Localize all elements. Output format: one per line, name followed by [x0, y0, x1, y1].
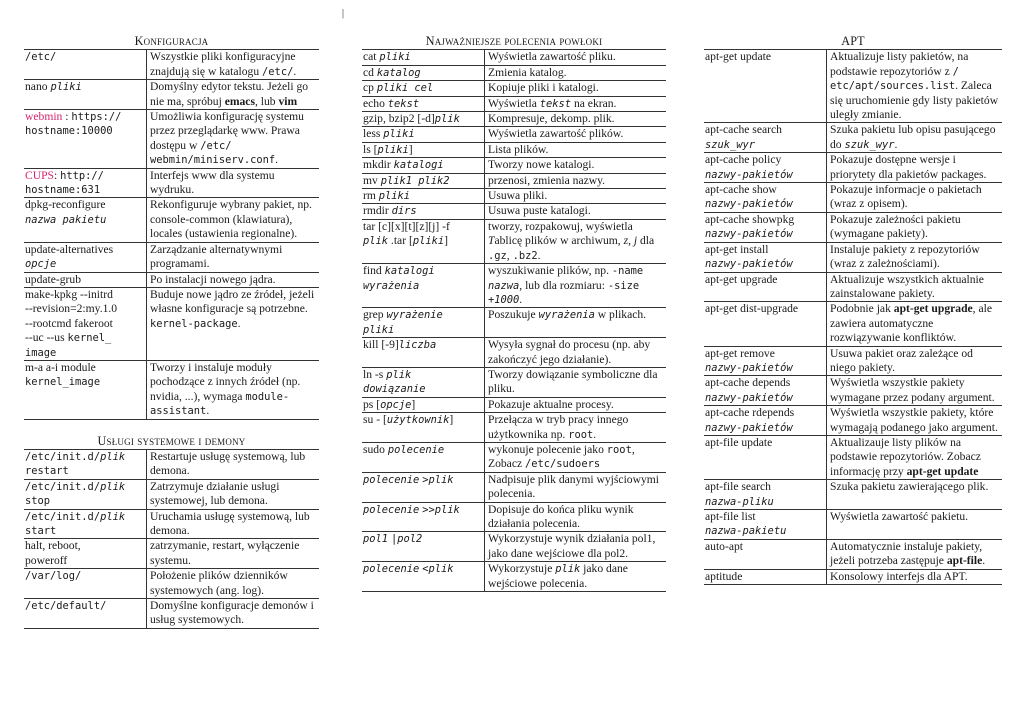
- table-row: [362, 65, 666, 80]
- command-cell: gzip, bzip2 [-d]plik: [362, 112, 485, 127]
- table-row: [704, 569, 1002, 584]
- table-row: [24, 50, 319, 80]
- table-row: [362, 189, 666, 204]
- table-row: [362, 112, 666, 127]
- table-row: [704, 480, 1002, 510]
- table-row: [24, 110, 319, 169]
- table-row: [704, 510, 1002, 540]
- command-cell: sudo polecenie: [362, 442, 485, 472]
- description-cell: Pokazuje dostępne wersje i priorytety dla pakietów packages.: [827, 153, 1003, 183]
- description-cell: Tworzy dowiązanie symboliczne dla pliku.: [485, 367, 667, 397]
- description-cell: Instaluje pakiety z repozytoriów (wraz z zależnościami).: [827, 242, 1003, 272]
- description-cell: Wyświetla zawartość pliku.: [485, 50, 667, 65]
- description-cell: wyszukiwanie plików, np. -name nazwa, lub dla rozmiaru: -size +1000.: [485, 264, 667, 308]
- description-cell: Dopisuje do końca pliku wynik działania polecenia.: [485, 502, 667, 532]
- command-cell: polecenie >>plik: [362, 502, 485, 532]
- command-cell: pol1 |pol2: [362, 532, 485, 562]
- command-cell: m-a a-i module kernel_image: [24, 360, 147, 419]
- description-cell: Domyślne konfiguracje demonów i usług systemowych.: [147, 599, 320, 629]
- table-row: [362, 367, 666, 397]
- section-title-konfiguracja: Konfiguracja: [134, 34, 209, 48]
- description-cell: Wyświetla wszystkie pakiety, które wymagają podanego jako argument.: [827, 406, 1003, 436]
- table-row: [704, 242, 1002, 272]
- table-konfiguracja: [24, 49, 319, 419]
- table-row: [704, 539, 1002, 569]
- table-row: [24, 360, 319, 419]
- description-cell: Kopiuje pliki i katalogi.: [485, 81, 667, 96]
- command-cell: tar [c][x][t][z][j] -f plik .tar [pliki]: [362, 219, 485, 263]
- description-cell: wykonuje polecenie jako root, Zobacz /etc/sudoers: [485, 442, 667, 472]
- table-row: [362, 158, 666, 173]
- command-cell: apt-cache depends nazwy-pakietów: [704, 376, 827, 406]
- description-cell: Wyświetla zawartość plików.: [485, 127, 667, 142]
- section-title-polecenia: Najważniejsze polecenia powłoki: [425, 34, 603, 48]
- command-cell: apt-cache search szuk_wyr: [704, 123, 827, 153]
- column-right: [704, 34, 1002, 585]
- description-cell: Nadpisuje plik danymi wyjściowymi polecenia.: [485, 472, 667, 502]
- table-row: [704, 346, 1002, 376]
- table-apt: [704, 49, 1002, 585]
- description-cell: Po instalacji nowego jądra.: [147, 272, 320, 287]
- table-row: [362, 413, 666, 443]
- command-cell: cd katalog: [362, 65, 485, 80]
- command-cell: apt-get install nazwy-pakietów: [704, 242, 827, 272]
- table-row: [24, 80, 319, 110]
- description-cell: Położenie plików dzienników systemowych (ang. log).: [147, 569, 320, 599]
- description-cell: Umożliwia konfigurację systemu przez przeglądarkę www. Prawa dostępu w /etc/ webmin/miniserv.conf.: [147, 110, 320, 169]
- command-cell: /etc/init.d/plik stop: [24, 479, 147, 509]
- table-row: [704, 302, 1002, 346]
- description-cell: Pokazuje informacje o pakietach (wraz z opisem).: [827, 183, 1003, 213]
- command-cell: apt-file search nazwa-pliku: [704, 480, 827, 510]
- table-row: [24, 287, 319, 360]
- table-row: [362, 127, 666, 142]
- command-cell: polecenie >plik: [362, 472, 485, 502]
- description-cell: Zmienia katalog.: [485, 65, 667, 80]
- command-cell: rm pliki: [362, 189, 485, 204]
- command-cell: update-alternatives opcje: [24, 242, 147, 272]
- table-row: [704, 272, 1002, 302]
- command-cell: find katalogi wyrażenia: [362, 264, 485, 308]
- command-cell: mkdir katalogi: [362, 158, 485, 173]
- description-cell: Wysyła sygnał do procesu (np. aby zakończyć jego działanie).: [485, 338, 667, 368]
- description-cell: Aktualizauje listy plików na podstawie repozytoriów. Zobacz informację przy apt-get update: [827, 435, 1003, 479]
- table-row: [362, 142, 666, 157]
- table-row: [362, 397, 666, 412]
- column-middle: [362, 34, 666, 592]
- table-row: [24, 569, 319, 599]
- command-cell: ls [pliki]: [362, 142, 485, 157]
- command-cell: kill [-9]liczba: [362, 338, 485, 368]
- command-cell: apt-cache showpkg nazwy-pakietów: [704, 212, 827, 242]
- table-row: [704, 376, 1002, 406]
- command-cell: webmin : https:// hostname:10000: [24, 110, 147, 169]
- command-cell: apt-file update: [704, 435, 827, 479]
- description-cell: Domyślny edytor tekstu. Jeżeli go nie ma, spróbuj emacs, lub vim: [147, 80, 320, 110]
- command-cell: apt-get remove nazwy-pakietów: [704, 346, 827, 376]
- description-cell: Kompresuje, dekomp. plik.: [485, 112, 667, 127]
- table-row: [704, 183, 1002, 213]
- table-row: [362, 502, 666, 532]
- table-row: [704, 406, 1002, 436]
- page-mark: |: [342, 8, 345, 19]
- command-cell: apt-get dist-upgrade: [704, 302, 827, 346]
- command-cell: polecenie <plik: [362, 562, 485, 592]
- description-cell: Tworzy nowe katalogi.: [485, 158, 667, 173]
- command-cell: /etc/init.d/plik start: [24, 509, 147, 539]
- command-cell: dpkg-reconfigure nazwa pakietu: [24, 198, 147, 242]
- description-cell: Wyświetla tekst na ekran.: [485, 96, 667, 111]
- command-cell: CUPS: http:// hostname:631: [24, 168, 147, 198]
- description-cell: Usuwa puste katalogi.: [485, 204, 667, 219]
- description-cell: Buduje nowe jądro ze źródeł, jeżeli własne konfiguracje są potrzebne. kernel-package.: [147, 287, 320, 360]
- description-cell: Uruchamia usługę systemową, lub demona.: [147, 509, 320, 539]
- table-row: [24, 599, 319, 629]
- description-cell: Poszukuje wyrażenia w plikach.: [485, 308, 667, 338]
- command-cell: apt-cache show nazwy-pakietów: [704, 183, 827, 213]
- command-cell: make-kpkg --initrd --revision=2:my.1.0 --rootcmd fakeroot --uc --us kernel_ image: [24, 287, 147, 360]
- column-left: [24, 34, 319, 629]
- table-row: [704, 50, 1002, 123]
- table-row: [704, 153, 1002, 183]
- command-cell: /var/log/: [24, 569, 147, 599]
- description-cell: Konsolowy interfejs dla APT.: [827, 569, 1003, 584]
- command-cell: apt-cache policy nazwy-pakietów: [704, 153, 827, 183]
- table-row: [362, 50, 666, 65]
- command-cell: echo tekst: [362, 96, 485, 111]
- description-cell: Zatrzymuje działanie usługi systemowej, lub demona.: [147, 479, 320, 509]
- command-cell: cat pliki: [362, 50, 485, 65]
- table-row: [24, 242, 319, 272]
- command-cell: apt-get update: [704, 50, 827, 123]
- command-cell: /etc/init.d/plik restart: [24, 449, 147, 479]
- command-cell: ln -s plik dowiązanie: [362, 367, 485, 397]
- command-cell: apt-file list nazwa-pakietu: [704, 510, 827, 540]
- table-row: [24, 479, 319, 509]
- description-cell: Usuwa pakiet oraz zależące od niego pakiety.: [827, 346, 1003, 376]
- command-cell: update-grub: [24, 272, 147, 287]
- table-row: [362, 173, 666, 188]
- description-cell: przenosi, zmienia nazwy.: [485, 173, 667, 188]
- description-cell: Podobnie jak apt-get upgrade, ale zawiera automatyczne rozwiązywanie konfliktów.: [827, 302, 1003, 346]
- table-row: [362, 308, 666, 338]
- table-row: [362, 562, 666, 592]
- description-cell: Wykorzystuje plik jako dane wejściowe polecenia.: [485, 562, 667, 592]
- description-cell: Lista plików.: [485, 142, 667, 157]
- description-cell: Aktualizuje listy pakietów, na podstawie repozytoriów z / etc/apt/sources.list. Zaleca się uruchomienie gdy listy pakietów uległy zmianie.: [827, 50, 1003, 123]
- command-cell: rmdir dirs: [362, 204, 485, 219]
- description-cell: Automatycznie instaluje pakiety, jeżeli potrzeba zastępuje apt-file.: [827, 539, 1003, 569]
- command-cell: mv plik1 plik2: [362, 173, 485, 188]
- table-row: [362, 264, 666, 308]
- table-row: [362, 472, 666, 502]
- table-row: [24, 449, 319, 479]
- description-cell: Wykorzystuje wynik działania pol1, jako dane wejściowe dla pol2.: [485, 532, 667, 562]
- table-row: [362, 338, 666, 368]
- table-row: [362, 96, 666, 111]
- description-cell: Szuka pakietu zawierającego plik.: [827, 480, 1003, 510]
- description-cell: tworzy, rozpakowuj, wyświetla Tablicę plików w archiwum, z, j dla .gz, .bz2.: [485, 219, 667, 263]
- table-polecenia: [362, 49, 666, 592]
- table-row: [362, 442, 666, 472]
- command-cell: ps [opcje]: [362, 397, 485, 412]
- description-cell: Restartuje usługę systemową, lub demona.: [147, 449, 320, 479]
- command-cell: less pliki: [362, 127, 485, 142]
- description-cell: Usuwa pliki.: [485, 189, 667, 204]
- command-cell: /etc/default/: [24, 599, 147, 629]
- section-title-apt: APT: [841, 34, 865, 48]
- table-row: [24, 272, 319, 287]
- description-cell: Wszystkie pliki konfiguracyjne znajdują się w katalogu /etc/.: [147, 50, 320, 80]
- description-cell: Rekonfiguruje wybrany pakiet, np. console-common (klawiatura), locales (ustawienia regionalne).: [147, 198, 320, 242]
- table-row: [362, 532, 666, 562]
- description-cell: Wyświetla wszystkie pakiety wymagane przez podany argument.: [827, 376, 1003, 406]
- description-cell: Szuka pakietu lub opisu pasującego do szuk_wyr.: [827, 123, 1003, 153]
- description-cell: Tworzy i instaluje moduły pochodzące z innych źródeł (np. nvidia, ...), wymaga module-assistant.: [147, 360, 320, 419]
- command-cell: cp pliki cel: [362, 81, 485, 96]
- table-row: [24, 198, 319, 242]
- table-row: [24, 509, 319, 539]
- description-cell: Pokazuje zależności pakietu (wymagane pakiety).: [827, 212, 1003, 242]
- description-cell: zatrzymanie, restart, wyłączenie systemu.: [147, 539, 320, 569]
- table-row: [362, 81, 666, 96]
- command-cell: nano pliki: [24, 80, 147, 110]
- table-row: [704, 212, 1002, 242]
- description-cell: Pokazuje aktualne procesy.: [485, 397, 667, 412]
- description-cell: Wyświetla zawartość pakietu.: [827, 510, 1003, 540]
- table-row: [24, 168, 319, 198]
- command-cell: apt-get upgrade: [704, 272, 827, 302]
- table-row: [362, 204, 666, 219]
- description-cell: Zarządzanie alternatywnymi programami.: [147, 242, 320, 272]
- table-uslugi: [24, 449, 319, 629]
- description-cell: Przełącza w tryb pracy innego użytkownika np. root.: [485, 413, 667, 443]
- command-cell: auto-apt: [704, 539, 827, 569]
- description-cell: Interfejs www dla systemu wydruku.: [147, 168, 320, 198]
- command-cell: apt-cache rdepends nazwy-pakietów: [704, 406, 827, 436]
- section-title-uslugi: Usługi systemowe i demony: [97, 433, 246, 448]
- command-cell: su - [użytkownik]: [362, 413, 485, 443]
- table-row: [362, 219, 666, 263]
- command-cell: aptitude: [704, 569, 827, 584]
- table-row: [704, 435, 1002, 479]
- command-cell: grep wyrażenie pliki: [362, 308, 485, 338]
- description-cell: Aktualizuje wszystkich aktualnie zainstalowane pakiety.: [827, 272, 1003, 302]
- command-cell: /etc/: [24, 50, 147, 80]
- table-row: [24, 539, 319, 569]
- table-row: [704, 123, 1002, 153]
- command-cell: halt, reboot, poweroff: [24, 539, 147, 569]
